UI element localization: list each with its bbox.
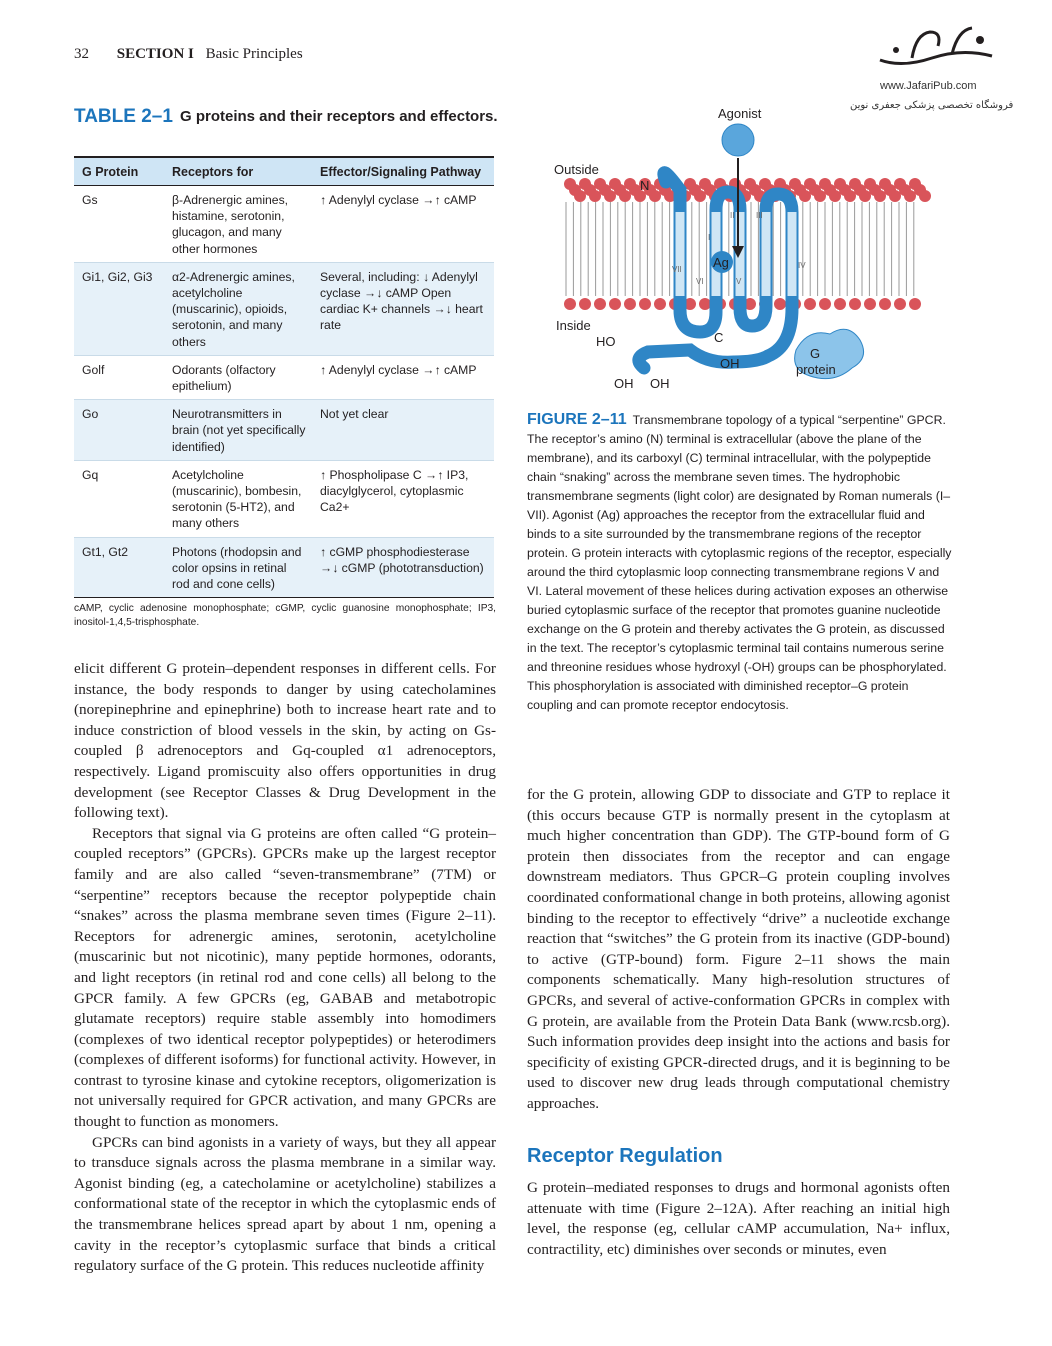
figure-caption <box>527 410 957 715</box>
gprotein-cell: Gq <box>82 467 99 482</box>
label-g-protein-2: protein <box>796 362 836 377</box>
receptors-cell: β-Adrenergic amines, histamine, serotonin, glucagon, and many other hormones <box>172 193 289 256</box>
logo-url: www.JafariPub.com <box>880 80 977 92</box>
lipid-head <box>904 190 916 202</box>
section-heading: Receptor Regulation <box>527 1145 723 1167</box>
lipid-head <box>919 190 931 202</box>
helix-label: VI <box>696 277 704 286</box>
lipid-head <box>829 190 841 202</box>
label-oh: OH <box>650 376 670 391</box>
gprotein-cell: Gt1, Gt2 <box>82 544 129 559</box>
paragraph: Receptors that signal via G proteins are often called “G protein–coupled receptors” (GPCRs). GPCRs make up the largest receptor family and are also called “seven-transmembrane” (7TM) or “serpentine” receptors because the receptor polypeptide chain “snakes” across the plasma membrane seven times (Figure 2–11). Receptors for adrenergic amines, serotonin, acetylcholine (muscarinic but not nicotinic), many peptide hormones, odorants, and light receptors (in retinal rod and cone cells) all belong to the GPCR family. A few GPCRs (eg, GABAB and metabotropic glutamate receptors) require stable assembly into homodimers (complexes of two identical receptor polypeptides) or heterodimers (complexes of different isoforms) for functional activity. However, in contrast to tyrosine kinase and cytokine receptors, oligomerization is not universally required for GPCR activation, and many GPCRs are thought to function as monomers. <box>74 824 496 1131</box>
lipid-head <box>619 190 631 202</box>
paragraph: GPCRs can bind agonists in a variety of ways, but they all appear to transduce signals across the plasma membrane in a similar way. Agonist binding (eg, a catecholamine or acetylcholine) stabilizes a conformational state of the receptor in which the cytoplasmic ends of the transmembrane helices spread apart by about 1 nm, opening a cavity in the receptor’s cytoplasmic surface that binds a critical regulatory surface of the G protein. This reduces nucleotide affinity <box>74 1133 496 1275</box>
lipid-head <box>579 298 591 310</box>
lipid-head <box>609 298 621 310</box>
lipid-head <box>889 190 901 202</box>
lipid-head <box>589 190 601 202</box>
lipid-head <box>849 298 861 310</box>
label-ho: HO <box>596 334 616 349</box>
lipid-head <box>844 190 856 202</box>
table-row <box>74 400 494 461</box>
running-head <box>74 46 303 63</box>
lipid-head <box>864 298 876 310</box>
lipid-head <box>874 190 886 202</box>
gprotein-cell: Go <box>82 407 99 422</box>
lipid-head <box>909 298 921 310</box>
lipid-head <box>654 298 666 310</box>
label-oh: OH <box>614 376 634 391</box>
effector-cell: ↑ Adenylyl cyclase →↑ cAMP <box>320 193 477 207</box>
label-n-terminal: N <box>640 178 650 193</box>
column-header: G Protein <box>82 165 139 179</box>
table-row <box>74 186 494 263</box>
receptors-cell: Acetylcholine (muscarinic), bombesin, serotonin (5-HT2), and many others <box>172 467 302 531</box>
right-column <box>527 785 950 1115</box>
lipid-head <box>799 190 811 202</box>
gprotein-cell: Golf <box>82 362 105 377</box>
table-caption: G proteins and their receptors and effectors. <box>180 108 498 125</box>
helix-label: II <box>730 211 735 220</box>
helix-label: IV <box>798 261 806 270</box>
lipid-head <box>774 298 786 310</box>
paragraph: for the G protein, allowing GDP to dissociate and GTP to replace it (this occurs because GTP is normally present in the cytoplasm at much higher concentration than GDP). The GTP-bound form of G protein then dissociates from the receptor and can engage downstream mediators. Thus GPCR–G protein coupling involves coordinated conformational change in both proteins, allowing agonist binding to the receptor to effectively “drive” a nucleotide exchange reaction that “switches” the G protein from its inactive (GDP-bound) to active (GTP-bound) form. Figure 2–11 shows the main components schematically. Many high-resolution structures of GPCRs, and several of active-conformation GPCRs in complex with G protein, are available from the Protein Data Bank (www.rcsb.org). Such information provides deep insight into the actions and basis for specificity of existing GPCR-directed drugs, and it is beginning to be used to discover new drug leads through computational chemistry approaches. <box>527 786 950 1112</box>
column-header: Effector/Signaling Pathway <box>320 165 482 179</box>
table-row <box>74 537 494 598</box>
table-header-row <box>74 157 494 186</box>
page-number: 32 <box>74 46 89 62</box>
table-row <box>74 355 494 399</box>
agonist-ball <box>722 124 754 156</box>
lipid-head <box>699 298 711 310</box>
lipid-head <box>814 190 826 202</box>
helix-label: I <box>708 233 711 242</box>
publisher-logo <box>872 20 1012 72</box>
paragraph: G protein–mediated responses to drugs and hormonal agonists often attenuate with time (Figure 2–12A). After reaching an initial high level, the response (eg, cellular cAMP accumulation, Na+ influx, contractility, etc) diminishes over seconds or minutes, even <box>527 1179 950 1258</box>
receptors-cell: Odorants (olfactory epithelium) <box>172 362 276 394</box>
helix-label: V <box>736 277 742 286</box>
label-agonist: Agonist <box>718 106 762 121</box>
right-column-continued <box>527 1178 950 1260</box>
paragraph: elicit different G protein–dependent responses in different cells. For instance, the body responds to danger by using catecholamines (norepinephrine and epinephrine) both to increase heart rate and to induce constriction of blood vessels in the skin, by acting on Gs-coupled β adrenoceptors and Gq-coupled α1 adrenoceptors, respectively. Ligand promiscuity also offers opportunities in drug development (see Receptor Classes & Drug Development in the following text). <box>74 660 496 822</box>
gprotein-cell: Gs <box>82 193 98 207</box>
helix-label: VII <box>672 265 682 274</box>
table-footnote: cAMP, cyclic adenosine monophosphate; cGMP, cyclic guanosine monophosphate; IP3, inositol-1,4,5-trisphosphate. <box>74 603 496 628</box>
label-g-protein-1: G <box>810 346 821 361</box>
lipid-head <box>564 298 576 310</box>
lipid-head <box>624 298 636 310</box>
lipid-head <box>894 298 906 310</box>
table-row <box>74 460 494 537</box>
lipid-head <box>639 298 651 310</box>
logo-text: جعفری <box>876 70 879 71</box>
section-title: Basic Principles <box>205 46 303 62</box>
column-header: Receptors for <box>172 165 254 179</box>
label-inside: Inside <box>556 318 591 333</box>
receptors-cell: Neurotransmitters in brain (not yet specifically identified) <box>172 407 306 454</box>
lipid-head <box>594 298 606 310</box>
label-oh: OH <box>720 356 740 371</box>
label-outside: Outside <box>554 162 599 177</box>
section-label: SECTION I <box>116 46 194 62</box>
gpcr-figure <box>548 100 948 400</box>
table-title <box>74 106 504 128</box>
logo-tagline: فروشگاه تخصصی پزشکی جعفری نوین <box>850 100 1014 111</box>
table-row <box>74 262 494 355</box>
label-c-terminal: C <box>714 330 724 345</box>
receptors-cell: Photons (rhodopsin and color opsins in retinal rod and cone cells) <box>172 544 302 592</box>
effector-cell: Several, including: ↓ Adenylyl cyclase →↓ cAMP Open cardiac K+ channels →↓ heart rate <box>320 269 483 333</box>
table-number: TABLE 2–1 <box>74 106 173 127</box>
label-ag: Ag <box>713 255 729 270</box>
receptors-cell: α2-Adrenergic amines, acetylcholine (muscarinic), opioids, serotonin, and many others <box>172 269 295 349</box>
lipid-head <box>574 190 586 202</box>
effector-cell: ↑ Adenylyl cyclase →↑ cAMP <box>320 362 477 377</box>
lipid-head <box>649 190 661 202</box>
lipid-head <box>604 190 616 202</box>
left-column <box>74 659 496 1277</box>
lipid-head <box>819 298 831 310</box>
gprotein-cell: Gi1, Gi2, Gi3 <box>82 269 153 284</box>
figure-caption-text: Transmembrane topology of a typical “serpentine” GPCR. The receptor’s amino (N) terminal is extracellular (above the plane of the membrane), and its carboxyl (C) terminal intracellular, with the polypeptide chain “snaking” across the membrane seven times. The hydrophobic transmembrane segments (light color) are designated by Roman numerals (I–VII). Agonist (Ag) approaches the receptor from the extracellular fluid and binds to a site surrounded by the transmembrane regions of the receptor protein. G protein interacts with cytoplasmic regions of the receptor, especially around the third cytoplasmic loop connecting transmembrane regions V and VI. Lateral movement of these helices during activation exposes an otherwise buried cytoplasmic surface of the receptor that promotes guanine nucleotide exchange on the G protein and thereby activates the G protein, as discussed in the text. The receptor’s cytoplasmic terminal tail contains numerous serine and threonine residues whose hydroxyl (-OH) groups can be phosphorylated. This phosphorylation is associated with diminished receptor–G protein coupling and can promote receptor endocytosis. <box>527 413 952 712</box>
effector-cell: Not yet clear <box>320 407 389 422</box>
lipid-head <box>694 190 706 202</box>
helix-label: III <box>756 211 763 220</box>
figure-number: FIGURE 2–11 <box>527 411 627 428</box>
effector-cell: ↑ Phospholipase C →↑ IP3, diacylglycerol, cytoplasmic Ca2+ <box>320 467 469 515</box>
lipid-head <box>859 190 871 202</box>
lipid-head <box>879 298 891 310</box>
lipid-head <box>834 298 846 310</box>
g-protein-table <box>74 156 494 598</box>
lipid-head <box>804 298 816 310</box>
effector-cell: ↑ cGMP phosphodiesterase →↓ cGMP (phototransduction) <box>320 544 484 575</box>
